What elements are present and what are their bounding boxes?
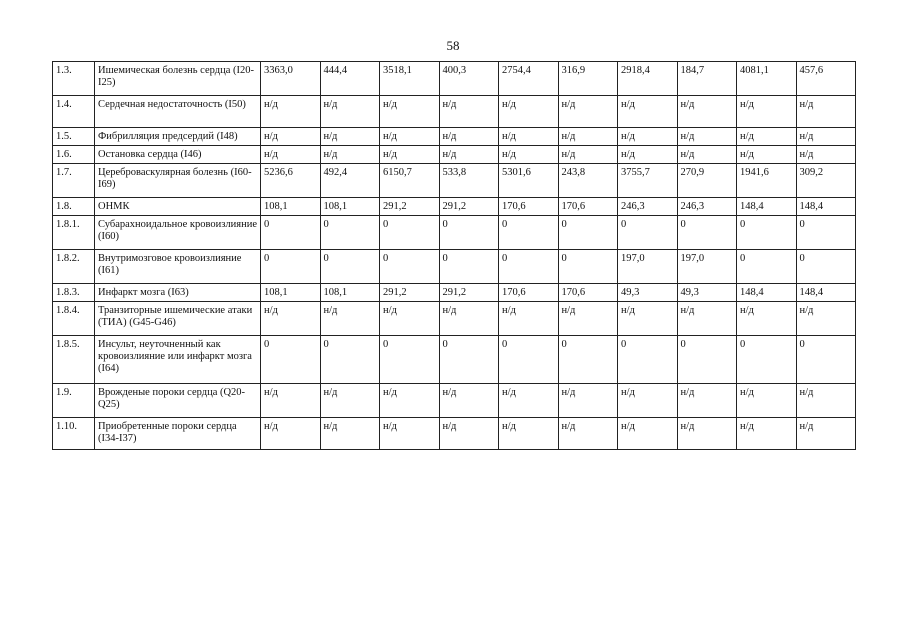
value-cell: н/д [558,96,618,128]
value-cell: н/д [439,128,499,146]
row-number-cell: 1.6. [53,146,95,164]
value-cell: 291,2 [439,198,499,216]
value-cell: 400,3 [439,62,499,96]
value-cell: 0 [558,336,618,384]
value-cell: 0 [439,250,499,284]
value-cell: н/д [618,418,678,450]
row-number-cell: 1.3. [53,62,95,96]
value-cell: 291,2 [439,284,499,302]
value-cell: н/д [618,146,678,164]
value-cell: 184,7 [677,62,737,96]
value-cell: 533,8 [439,164,499,198]
value-cell: 170,6 [499,284,559,302]
value-cell: н/д [737,96,797,128]
indicator-name-cell: Инсульт, неуточненный как кровоизлияние или инфаркт мозга (I64) [95,336,261,384]
value-cell: 0 [499,216,559,250]
value-cell: 492,4 [320,164,380,198]
row-number-cell: 1.8. [53,198,95,216]
value-cell: н/д [261,418,321,450]
value-cell: 5301,6 [499,164,559,198]
indicator-name-cell: Инфаркт мозга (I63) [95,284,261,302]
indicator-name-cell: Ишемическая болезнь сердца (I20-I25) [95,62,261,96]
table-row [53,302,856,336]
value-cell: н/д [737,146,797,164]
value-cell: н/д [737,128,797,146]
value-cell: 0 [380,250,440,284]
table-row [53,216,856,250]
page-number: 58 [446,38,460,53]
value-cell: н/д [677,146,737,164]
value-cell: 270,9 [677,164,737,198]
value-cell: 148,4 [796,198,856,216]
value-cell: 0 [677,216,737,250]
value-cell: 197,0 [677,250,737,284]
value-cell: 0 [261,336,321,384]
value-cell: н/д [737,418,797,450]
value-cell: 0 [618,336,678,384]
value-cell: 0 [737,216,797,250]
value-cell: 197,0 [618,250,678,284]
value-cell: 0 [439,216,499,250]
value-cell: н/д [737,384,797,418]
value-cell: 49,3 [618,284,678,302]
value-cell: 108,1 [320,198,380,216]
value-cell: н/д [261,146,321,164]
value-cell: 457,6 [796,62,856,96]
table-row [53,384,856,418]
value-cell: 309,2 [796,164,856,198]
value-cell: 3363,0 [261,62,321,96]
table-row [53,164,856,198]
value-cell: 0 [677,336,737,384]
indicator-name-cell: Врожденые пороки сердца (Q20-Q25) [95,384,261,418]
value-cell: н/д [261,96,321,128]
value-cell: н/д [558,418,618,450]
indicator-name-cell: Остановка сердца (I46) [95,146,261,164]
indicator-name-cell: Внутримозговое кровоизлияние (I61) [95,250,261,284]
value-cell: н/д [499,128,559,146]
value-cell: 148,4 [737,198,797,216]
value-cell: 0 [558,250,618,284]
value-cell: н/д [380,302,440,336]
indicator-name-cell: Субарахноидальное кровоизлияние (I60) [95,216,261,250]
value-cell: 2918,4 [618,62,678,96]
value-cell: н/д [677,96,737,128]
value-cell: 170,6 [558,198,618,216]
value-cell: 243,8 [558,164,618,198]
table-row [53,250,856,284]
value-cell: 0 [320,336,380,384]
value-cell: 5236,6 [261,164,321,198]
value-cell: н/д [439,96,499,128]
row-number-cell: 1.8.1. [53,216,95,250]
value-cell: н/д [677,384,737,418]
value-cell: н/д [320,96,380,128]
indicator-name-cell: Цереброваскулярная болезнь (I60-I69) [95,164,261,198]
value-cell: н/д [380,128,440,146]
row-number-cell: 1.8.5. [53,336,95,384]
value-cell: 246,3 [677,198,737,216]
row-number-cell: 1.8.4. [53,302,95,336]
value-cell: н/д [796,146,856,164]
value-cell: 108,1 [261,198,321,216]
value-cell: н/д [737,302,797,336]
indicator-name-cell: ОНМК [95,198,261,216]
value-cell: н/д [499,96,559,128]
row-number-cell: 1.10. [53,418,95,450]
row-number-cell: 1.4. [53,96,95,128]
value-cell: н/д [618,302,678,336]
value-cell: н/д [796,418,856,450]
value-cell: н/д [558,384,618,418]
value-cell: 0 [618,216,678,250]
value-cell: 0 [796,250,856,284]
value-cell: 0 [737,250,797,284]
value-cell: н/д [677,418,737,450]
value-cell: 49,3 [677,284,737,302]
value-cell: н/д [618,128,678,146]
value-cell: 316,9 [558,62,618,96]
value-cell: н/д [320,384,380,418]
row-number-cell: 1.8.3. [53,284,95,302]
value-cell: н/д [796,384,856,418]
value-cell: н/д [499,384,559,418]
value-cell: н/д [499,146,559,164]
value-cell: 2754,4 [499,62,559,96]
value-cell: 0 [737,336,797,384]
value-cell: 108,1 [261,284,321,302]
value-cell: н/д [558,128,618,146]
table-row [53,146,856,164]
value-cell: 0 [261,250,321,284]
value-cell: н/д [320,418,380,450]
value-cell: н/д [320,128,380,146]
value-cell: н/д [796,96,856,128]
value-cell: 148,4 [737,284,797,302]
value-cell: 3755,7 [618,164,678,198]
value-cell: 170,6 [499,198,559,216]
value-cell: н/д [499,302,559,336]
value-cell: 4081,1 [737,62,797,96]
value-cell: н/д [380,384,440,418]
value-cell: 291,2 [380,198,440,216]
value-cell: н/д [439,302,499,336]
value-cell: н/д [558,146,618,164]
value-cell: 108,1 [320,284,380,302]
indicator-name-cell: Фибрилляция предсердий (I48) [95,128,261,146]
value-cell: н/д [796,128,856,146]
row-number-cell: 1.5. [53,128,95,146]
value-cell: н/д [320,302,380,336]
value-cell: 0 [380,336,440,384]
value-cell: н/д [261,128,321,146]
value-cell: н/д [439,146,499,164]
value-cell: 3518,1 [380,62,440,96]
value-cell: н/д [558,302,618,336]
value-cell: н/д [677,128,737,146]
value-cell: 0 [796,216,856,250]
value-cell: н/д [677,302,737,336]
statistics-table [52,61,856,450]
indicator-name-cell: Приобретенные пороки сердца (I34-I37) [95,418,261,450]
table-row [53,198,856,216]
value-cell: н/д [618,384,678,418]
value-cell: 0 [320,250,380,284]
value-cell: 0 [320,216,380,250]
value-cell: н/д [439,384,499,418]
row-number-cell: 1.8.2. [53,250,95,284]
value-cell: 0 [261,216,321,250]
row-number-cell: 1.9. [53,384,95,418]
value-cell: 0 [558,216,618,250]
value-cell: 0 [796,336,856,384]
value-cell: 170,6 [558,284,618,302]
value-cell: 246,3 [618,198,678,216]
value-cell: н/д [380,96,440,128]
value-cell: н/д [380,418,440,450]
table-row [53,96,856,128]
value-cell: 444,4 [320,62,380,96]
value-cell: 1941,6 [737,164,797,198]
value-cell: н/д [380,146,440,164]
value-cell: 0 [439,336,499,384]
value-cell: 148,4 [796,284,856,302]
value-cell: н/д [320,146,380,164]
value-cell: 6150,7 [380,164,440,198]
value-cell: н/д [618,96,678,128]
table-row [53,418,856,450]
value-cell: 0 [499,336,559,384]
table-row [53,336,856,384]
value-cell: 291,2 [380,284,440,302]
table-body [53,62,856,450]
value-cell: н/д [499,418,559,450]
value-cell: н/д [796,302,856,336]
row-number-cell: 1.7. [53,164,95,198]
table-row [53,62,856,96]
value-cell: 0 [380,216,440,250]
value-cell: н/д [261,302,321,336]
value-cell: н/д [439,418,499,450]
table-row [53,128,856,146]
value-cell: н/д [261,384,321,418]
indicator-name-cell: Сердечная недостаточность (I50) [95,96,261,128]
value-cell: 0 [499,250,559,284]
table-row [53,284,856,302]
indicator-name-cell: Транзиторные ишемические атаки (ТИА) (G45-G46) [95,302,261,336]
